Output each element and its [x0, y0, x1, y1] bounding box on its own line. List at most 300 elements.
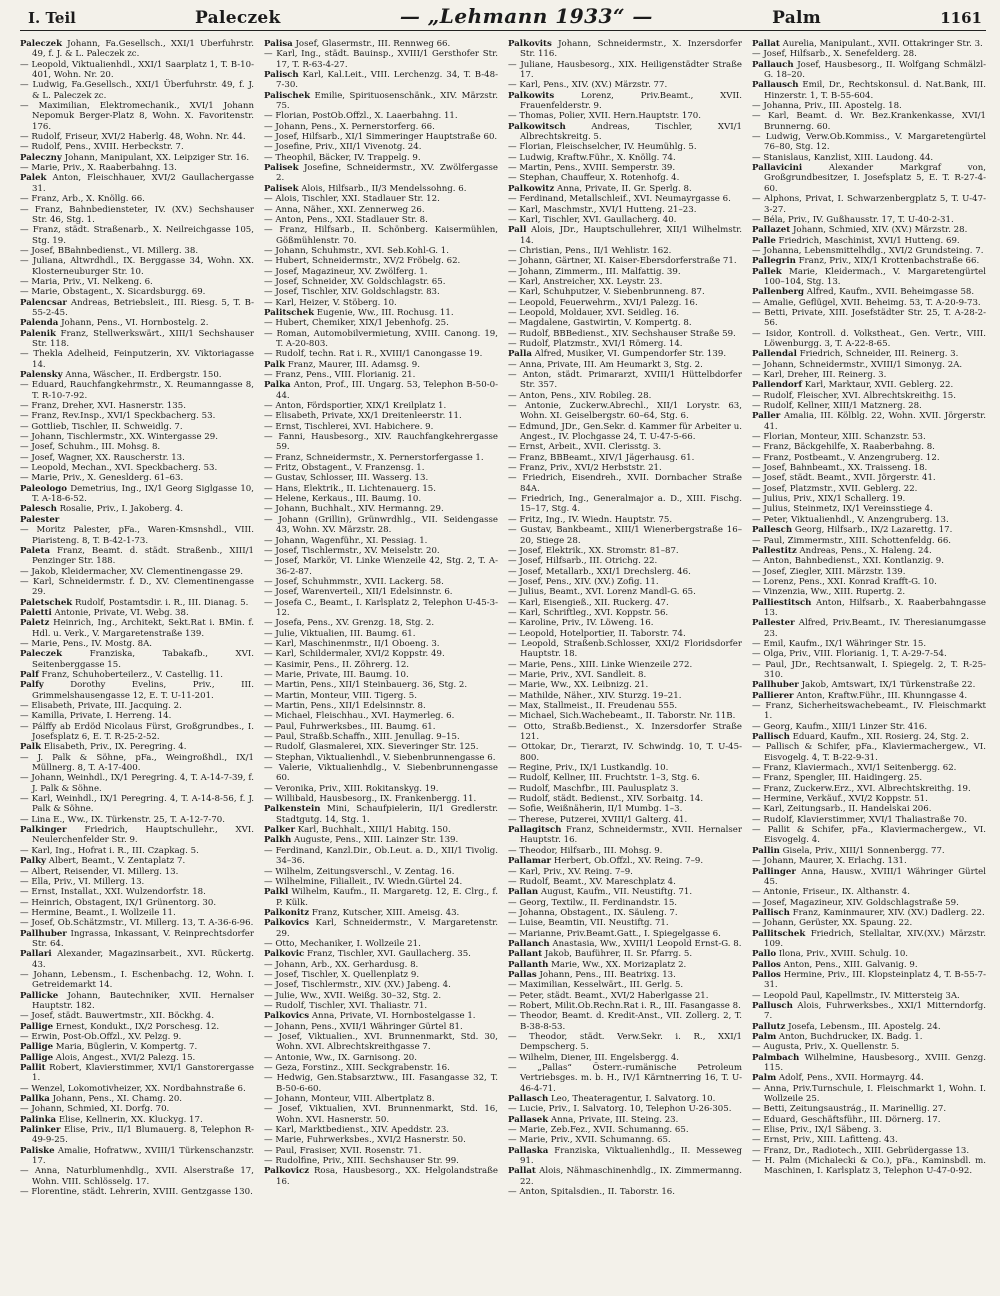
directory-entry	[20, 152, 254, 163]
directory-entry	[264, 1094, 498, 1105]
directory-entry	[264, 545, 498, 556]
entry-details: — Josef, Tischlermstr., XIV. (XV.) Jabeng. 4.	[264, 980, 451, 991]
entry-surname: Pallazet	[752, 225, 791, 236]
entry-details: — Wilhelm, Zeitungsverschl., V. Zentag. 16.	[264, 866, 455, 877]
entry-surname: Palliestitsch	[752, 597, 812, 608]
directory-entry	[752, 576, 986, 587]
entry-details: — Marie, Fuhrwerksbes., XVI/2 Hasnerstr. 50.	[264, 1135, 466, 1146]
entry-details: — Geza, Forstinz., XIII. Seckgrabenstr. 16.	[264, 1063, 450, 1074]
entry-details: — Leopold, Viktualienhdl., XXI/1 Saarplatz 1, T. B-10-401, Wohn. Nr. 20.	[20, 59, 254, 81]
directory-entry	[752, 1156, 986, 1177]
entry-details: — Alois, Tischler, XXI. Stadlauer Str. 12.	[264, 194, 440, 205]
entry-details: — Paul, Straßb.Schaffn., XIII. Jenullag. 9–15.	[264, 732, 460, 743]
directory-entry	[752, 825, 986, 846]
entry-surname: Paletz	[20, 618, 50, 629]
directory-entry	[508, 949, 742, 960]
directory-entry	[264, 752, 498, 763]
entry-details: — Augusta, Priv., X. Quellenstr. 5.	[752, 1042, 900, 1053]
entry-details: — Juliane, Hausbesorg., XIX. Heiligenstädter Straße 17.	[508, 59, 742, 81]
entry-details: Alexander Markgraf von, Großgrundbesitzer, I. Josefsplatz 5, E. T. R-27-4-60.	[764, 163, 986, 194]
directory-entry	[752, 918, 986, 929]
entry-details: Karl, Marktaur, XVII. Geblerg. 22.	[802, 380, 954, 391]
entry-details: — Isidor, Kontroll. d. Volkstheat., Gen. Vertr., VIII. Löwenburgg. 3, T. A-22-8-65.	[752, 328, 986, 349]
entry-surname: Palkenstein	[264, 804, 321, 815]
entry-details: — Theophil, Bäcker, IV. Trappelg. 9.	[264, 152, 421, 163]
entry-details: Anton, Kraftw.Führ., III. Khunngasse 4.	[793, 690, 968, 701]
entry-details: — Rudolf, Tischler, XVI. Thaliastr. 71.	[264, 1000, 428, 1011]
entry-details: — Elisabeth, Private, III. Jacquing. 2.	[20, 701, 182, 711]
directory-entry	[20, 907, 254, 918]
directory-entry	[752, 1114, 986, 1125]
entry-details: Anna, Hausw., XVIII/1 Währinger Gürtel 45.	[764, 866, 986, 887]
directory-entry	[508, 1187, 742, 1198]
entry-details: Franz, Tischler, XVI. Gaullacherg. 35.	[304, 949, 471, 960]
entry-details: — Franz, Postbeamt., V. Anzengruberg. 12.	[752, 452, 940, 463]
entry-surname: Pallin	[752, 845, 780, 856]
entry-surname: Pallek	[752, 266, 782, 277]
entry-details: — Franz, Priv., XVI/2 Herbststr. 21.	[508, 463, 662, 474]
entry-details: Franz, Priv., XIX/1 Krottenbachstraße 66.	[795, 256, 980, 267]
directory-entry	[508, 856, 742, 867]
directory-entry	[752, 49, 986, 60]
entry-details: — Hermine, Beamt., I. Wollzeile 11.	[20, 907, 176, 918]
entry-details: — Josef, Schneider, XV. Goldschlagstr. 65.	[264, 276, 446, 287]
directory-entry	[20, 1187, 254, 1198]
directory-entry	[20, 514, 254, 525]
entry-details: — Rudolf, BBBedienst., XIV. Sechshauser Straße 59.	[508, 328, 736, 339]
directory-entry	[264, 452, 498, 463]
entry-details: Jakob, Amtswart, IX/1 Türkenstraße 22.	[798, 680, 976, 691]
directory-entry	[264, 256, 498, 267]
entry-details: — Johann, Wagenführ., XI. Pessiag. 1.	[264, 535, 428, 546]
entry-details: — Otto, Mechaniker, I. Wollzeile 21.	[264, 938, 421, 949]
directory-entry	[264, 732, 498, 743]
entry-details: — Karl, Weinhdl., IX/1 Peregring. 4, T. A-14-8-56, f. J. Palk & Söhne.	[20, 794, 254, 815]
entry-details: Johann, Pens., XI. Chamg. 20.	[49, 1094, 183, 1105]
directory-entry	[264, 825, 498, 836]
entry-details: Ilona, Priv., XVIII. Schulg. 10.	[776, 949, 909, 960]
entry-details: — Ella, Priv., VI. Millerg. 13.	[20, 876, 145, 887]
directory-entry	[508, 980, 742, 991]
entry-surname: Pallos	[752, 969, 781, 980]
directory-entry	[20, 1125, 254, 1146]
directory-entry	[752, 659, 986, 681]
entry-details: — Ferdinand, Kanzl.Dir., Ob.Leut. a. D., XII/1 Tivolig. 34–36.	[264, 845, 498, 867]
entry-details: — Anna, Private, III. Am Heumarkt 3, Stg. 2.	[508, 359, 703, 370]
entry-details: — Rudolf, Pens., XVIII. Herbeckstr. 7.	[20, 142, 184, 153]
directory-entry	[264, 163, 498, 184]
directory-entry	[264, 907, 498, 918]
entry-details: — Karl, Beamt. d. Wr. Bez.Krankenkasse, XVI/1 Brunnerng. 60.	[752, 111, 986, 132]
entry-details: — Friedrich, Eisendreh., XVII. Dornbacher Straße 84A.	[508, 473, 742, 494]
entry-surname: Paletti	[20, 607, 52, 618]
directory-entry	[264, 421, 498, 432]
entry-details: — Karoline, Priv., IV. Löweng. 16.	[508, 618, 654, 629]
entry-details: — Leopold, Hotelportier, II. Taborstr. 74.	[508, 628, 686, 639]
directory-entry	[752, 39, 986, 49]
directory-entry	[20, 101, 254, 132]
entry-surname: Palka	[264, 380, 291, 391]
directory-entry	[20, 773, 254, 794]
entry-details: — Josef, Bahnbeamt., XX. Traisseng. 18.	[752, 463, 928, 474]
left-keyword: Paleczek	[195, 8, 281, 28]
directory-entry	[20, 680, 254, 701]
entry-surname: Palkl	[264, 887, 289, 898]
entry-surname: Pallant	[508, 949, 543, 960]
entry-surname: Palkowitsch	[508, 121, 566, 132]
entry-details: Aurelia, Manipulant., XVII. Ottakringer Str. 3.	[779, 39, 983, 49]
entry-details: — Stephan, Chauffeur, X. Rotenhofg. 4.	[508, 173, 680, 184]
entry-details: — Anton, städt. Primararzt, XVIII/1 Hüttelbdorfer Str. 357.	[508, 370, 742, 391]
directory-entry	[752, 1032, 986, 1042]
directory-entry	[508, 659, 742, 670]
directory-entry	[264, 680, 498, 691]
directory-entry	[508, 359, 742, 370]
entry-surname: Pallat	[752, 39, 780, 49]
directory-entry	[264, 628, 498, 639]
entry-details: — Stanislaus, Kanzlist, XIII. Laudong. 44.	[752, 152, 934, 163]
directory-entry	[752, 959, 986, 970]
entry-details: — Franz, Bäckgehilfe, X. Raaberbahng. 8.	[752, 442, 935, 453]
directory-entry	[752, 297, 986, 308]
entry-surname: Pallitschek	[752, 928, 806, 939]
directory-entry	[508, 845, 742, 856]
directory-entry	[264, 659, 498, 670]
directory-entry	[508, 1052, 742, 1063]
directory-entry	[752, 101, 986, 112]
entry-details: — Johann, Tischlermstr., XX. Wintergasse 29.	[20, 432, 218, 443]
entry-details: Marie, Kleidermach., V. Margaretengürtel 100–104, Stg. 13.	[764, 266, 986, 287]
directory-entry	[508, 680, 742, 691]
directory-entry	[20, 1104, 254, 1115]
entry-details: — Johann, Schuhmstr., XVI. Seb.Kohl-G. 1.	[264, 245, 449, 256]
directory-entry	[264, 494, 498, 505]
directory-entry	[508, 742, 742, 763]
directory-entry	[264, 287, 498, 298]
directory-entry	[508, 39, 742, 60]
entry-surname: Paleologo	[20, 483, 68, 494]
directory-entry	[508, 266, 742, 277]
entry-details: — Josefa, Pens., XV. Grenzg. 18, Stg. 2.	[264, 618, 435, 629]
directory-entry	[508, 525, 742, 546]
directory-entry	[264, 370, 498, 380]
directory-entry	[264, 949, 498, 960]
directory-entry	[508, 452, 742, 463]
directory-entry	[20, 866, 254, 877]
entry-details: — Leopold, Feuerwehrm., XVI/1 Palezg. 16.	[508, 297, 698, 308]
entry-details: Anna, Private, II. Gr. Sperlg. 8.	[554, 183, 692, 194]
entry-details: Rosa, Hausbesorg., XX. Helgolandstraße 16.	[276, 1166, 498, 1187]
entry-surname: Pallanth	[508, 959, 549, 970]
entry-details: Anton, Hilfsarb., X. Raaberbahngasse 13.	[764, 597, 986, 618]
directory-entry	[508, 959, 742, 970]
directory-entry	[508, 390, 742, 401]
entry-details: — Michael, Fleischhau., XVI. Haymerleg. 6.	[264, 711, 455, 722]
directory-entry	[264, 463, 498, 474]
entry-details: — Hubert, Chemiker, XIX/1 Jebenhofg. 25.	[264, 318, 449, 329]
entry-details: — Alphons, Privat, I. Schwarzenbergplatz 5, T. U-47-3-27.	[752, 194, 986, 215]
entry-surname: Palinka	[20, 1114, 57, 1125]
entry-details: — Josef, Warenverteil., XII/1 Edelsinnstr. 6.	[264, 587, 453, 598]
entry-details: — Betti, Zeitungsaustrág., II. Marinellig. 27.	[752, 1104, 947, 1115]
directory-entry	[264, 587, 498, 598]
entry-details: — Florian, PostOb.Offzl., X. Laaerbahng. 11.	[264, 111, 458, 122]
entry-details: Anastasia, Ww., XVIII/1 Leopold Ernst-G. 8.	[549, 938, 742, 949]
entry-surname: Palkh	[264, 835, 292, 846]
directory-entry	[264, 918, 498, 939]
directory-entry	[752, 1145, 986, 1156]
entry-details: — Veronika, Priv., XIII. Rokitanskyg. 19.	[264, 783, 439, 794]
entry-details: — Johann, Monteur, VIII. Albertplatz 8.	[264, 1094, 435, 1105]
entry-surname: Palensky	[20, 370, 63, 380]
entry-details: Ingrassa, Inkassant, V. Reinprechtsdorfer Str. 64.	[32, 928, 254, 949]
directory-entry	[508, 566, 742, 577]
entry-details: — Marie, Pens., IV. Mostg. 8A.	[20, 638, 153, 649]
entry-details: — Marie, Zeb.Fez., XVII. Schumanng. 65.	[508, 1125, 689, 1136]
entry-details: — Josef, Platzmstr., XVII. Geblerg. 22.	[752, 483, 918, 494]
directory-entry	[752, 225, 986, 236]
directory-entry	[20, 949, 254, 970]
directory-entry	[752, 887, 986, 898]
right-keyword: Palm	[772, 8, 822, 28]
entry-details: Franz, Kutscher, XIII. Ameisg. 43.	[309, 907, 460, 918]
entry-details: Johann, Schmied, XIV. (XV.) Märzstr. 28.	[790, 225, 968, 236]
directory-entry	[508, 90, 742, 112]
entry-details: — Johann, Schneidermstr., XVIII/1 Simonyg. 2A.	[752, 359, 963, 370]
directory-entry	[264, 349, 498, 360]
entry-details: Andreas, Tischler, XVI/1 Albrechtskreitg. 5.	[520, 121, 742, 143]
directory-entry	[264, 225, 498, 246]
directory-entry	[508, 556, 742, 567]
entry-surname: Palisch	[264, 70, 299, 81]
directory-entry	[752, 732, 986, 743]
entry-surname: Palisek	[264, 163, 299, 174]
directory-entry	[508, 245, 742, 256]
directory-entry	[508, 887, 742, 898]
entry-details: Anton, Buchdrucker, IX. Badg. 1.	[776, 1032, 923, 1042]
entry-details: — Anna, Priv.Turnschule, I. Fleischmarkt 1, Wohn. I. Wollzeile 25.	[752, 1083, 986, 1105]
entry-details: — Heinrich, Obstagent, IX/1 Grünentorg. 30.	[20, 897, 217, 908]
entry-details: — Johann, Buchhalt., XIV. Hermanng. 29.	[264, 504, 444, 515]
directory-entry	[508, 163, 742, 174]
entry-details: — Pallisch & Schifer, pFa., Klaviermachergew., VI. Eisvogelg. 4, T. B-22-9-31.	[752, 742, 986, 763]
entry-details: — Josef, Schuhm., III. Mohsg. 8.	[20, 442, 161, 453]
entry-details: — Martin, Pens., XII/1 Edelsinnstr. 8.	[264, 701, 426, 711]
entry-details: — Wenzel, Lokomotivheizer, XX. Nordbahnstraße 6.	[20, 1083, 246, 1094]
entry-surname: Palkovics	[264, 1011, 310, 1022]
entry-details: — „Pallas“ Österr.-rumänische Petroleum Vertriebsges. m. b. H., IV/1 Kärntnerring 16, T. U-46-4-71.	[508, 1063, 742, 1094]
entry-surname: Pallka	[20, 1094, 50, 1105]
entry-details: — Rudolf, Kellner, III. Fruchtstr. 1–3, Stg. 6.	[508, 773, 700, 784]
directory-entry	[20, 856, 254, 867]
entry-details: — Franz, Bahnbediensteter, IV. (XV.) Sechshauser Str. 46, Stg. 1.	[20, 204, 254, 225]
entry-details: — Karl, Tischler, XVI. Gaullacherg. 40.	[508, 214, 677, 225]
entry-details: — Emil, Kaufm., IX/1 Währinger Str. 15.	[752, 638, 927, 649]
entry-details: — Marie, Priv., XVII. Schumanng. 65.	[508, 1135, 671, 1146]
entry-details: Rudolf, Postamtsdir. i. R., III. Dianag. 5.	[72, 597, 249, 608]
column-4	[752, 39, 986, 1291]
directory-entry	[508, 907, 742, 918]
directory-entry	[752, 266, 986, 288]
entry-details: — Ludwig, Fa.Gesellsch., XXI/1 Überfuhrstr. 49, f. J. & L. Paleczek zc.	[20, 80, 254, 101]
entry-details: — Josef, Pens., XIV. (XV.) Zofig. 11.	[508, 576, 659, 587]
directory-entry	[264, 597, 498, 619]
entry-details: — Valerie, Viktualienhdlg., V. Siebenbrunnengasse 60.	[264, 763, 498, 784]
directory-entry	[20, 887, 254, 898]
entry-details: — Josef, Viktualien, XVI. Brunnenmarkt, Std. 16, Wohn. XVI. Hasnerstr. 50.	[264, 1104, 498, 1125]
directory-entry	[752, 111, 986, 132]
directory-entry	[20, 59, 254, 81]
entry-surname: Palkovics	[264, 918, 310, 929]
entry-surname: Palkovits	[508, 39, 552, 49]
entry-details: — Hubert, Schneidermstr., XV/2 Fröbelg. 62.	[264, 256, 461, 267]
entry-details: — Gustav, Schlosser, III. Wasserg. 13.	[264, 473, 429, 484]
directory-entry	[508, 1135, 742, 1146]
entry-details: Wilhelmine, Hausbesorg., XVIII. Genzg. 115.	[764, 1052, 986, 1074]
directory-entry	[752, 390, 986, 401]
directory-columns	[20, 39, 986, 1291]
entry-details: — Anna, Näher., XXI. Zennerweg 26.	[264, 204, 425, 215]
directory-entry	[20, 225, 254, 246]
directory-entry	[20, 421, 254, 432]
directory-entry	[264, 483, 498, 494]
directory-entry	[508, 938, 742, 949]
entry-details: — Leopold, Straßenb.Schlosser, XXI/2 Floridsdorfer Hauptstr. 18.	[508, 638, 742, 660]
entry-details: Eduard, Kaufm., XII. Rosierg. 24, Stg. 2.	[789, 732, 969, 743]
entry-details: Anton, Fleischhauer, XVI/2 Gaullachergasse 31.	[32, 173, 254, 194]
entry-details: — Béla, Priv., IV. Gußhausstr. 17, T. U-40-2-31.	[752, 214, 954, 225]
directory-entry	[20, 794, 254, 815]
directory-entry	[508, 142, 742, 153]
entry-details: — Christian, Pens., II/1 Wehlistr. 162.	[508, 245, 672, 256]
entry-surname: Palla	[508, 349, 532, 360]
directory-entry	[264, 90, 498, 112]
entry-details: — Rudolf, städt. Bedienst., XIV. Sorbaitg. 14.	[508, 794, 704, 805]
directory-entry	[508, 214, 742, 225]
directory-entry	[20, 349, 254, 370]
entry-details: Ernest, Kondukt., IX/2 Porschesg. 12.	[53, 1021, 220, 1032]
directory-entry	[20, 1052, 254, 1063]
entry-surname: Pallat	[508, 1166, 536, 1177]
entry-details: — Leopold, Moldauer, XVI. Seidleg. 16.	[508, 307, 680, 318]
directory-entry	[752, 287, 986, 298]
entry-details: — Karl, Ing., städt. Bauinsp., XVIII/1 Gersthofer Str. 17, T. R-63-4-27.	[264, 49, 498, 70]
directory-entry	[264, 959, 498, 970]
column-2	[264, 39, 498, 1291]
directory-entry	[264, 318, 498, 329]
directory-entry	[264, 411, 498, 422]
directory-entry	[508, 287, 742, 298]
directory-entry	[20, 876, 254, 887]
directory-entry	[508, 307, 742, 318]
directory-entry	[752, 1104, 986, 1115]
entry-surname: Palischek	[264, 90, 311, 101]
entry-surname: Paller	[752, 411, 781, 422]
entry-surname: Pallit	[20, 1063, 46, 1074]
directory-entry	[20, 825, 254, 846]
directory-entry	[264, 690, 498, 701]
directory-entry	[264, 711, 498, 722]
entry-details: — Josef, Tischler, X. Quellenplatz 9.	[264, 969, 420, 980]
entry-surname: Palkowitz	[508, 183, 555, 194]
entry-surname: Palk	[264, 359, 286, 370]
directory-entry	[508, 473, 742, 494]
directory-entry	[264, 1156, 498, 1167]
entry-details: — Karl, Anstreicher, XX. Leystr. 23.	[508, 276, 663, 287]
entry-details: Anna, Private, III. Steing. 23.	[548, 1114, 679, 1125]
entry-details: — Rudolf, techn. Rat i. R., XVIII/1 Canongasse 19.	[264, 349, 483, 360]
directory-entry	[752, 1125, 986, 1136]
entry-details: — Franz, Schneidermstr., X. Pernerstorfergasse 1.	[264, 452, 484, 463]
directory-entry	[264, 1063, 498, 1074]
entry-details: Alfred, Priv.Beamt., IV. Theresianumgasse 23.	[764, 618, 986, 639]
directory-entry	[20, 132, 254, 143]
directory-entry	[264, 380, 498, 401]
entry-details: Alfred, Musiker, VI. Gumpendorfer Str. 139.	[531, 349, 727, 360]
entry-details: Dorothy Evelins, Priv., III. Grimmelshausengasse 12, E. T. U-11-201.	[32, 680, 254, 701]
directory-entry	[20, 245, 254, 256]
directory-entry	[20, 463, 254, 474]
entry-details: Josef, Hausbesorg., II. Wolfgang Schmälzl-G. 18–20.	[764, 59, 986, 81]
directory-entry	[752, 152, 986, 163]
entry-details: — Leopold Paul, Kapellmstr., IV. Mittersteig 3A.	[752, 990, 960, 1001]
entry-details: Elisabeth, Priv., IX. Peregring. 4.	[41, 742, 187, 753]
entry-surname: Palky	[20, 856, 47, 867]
entry-details: — Lorenz, Pens., XXI. Konrad Krafft-G. 10.	[752, 576, 937, 587]
directory-entry	[752, 214, 986, 225]
entry-details: — Karl, Schriftleg., XVI. Koppstr. 56.	[508, 607, 669, 618]
directory-entry	[508, 618, 742, 629]
entry-details: — Rudolf, Beamt., XV. Mareschplatz 4.	[508, 876, 676, 887]
directory-entry	[20, 669, 254, 680]
entry-details: Emil, Dr., Rechtskonsul. d. Nat.Bank, III. Hinzerstr. 1, T. B-55-604.	[764, 80, 986, 101]
entry-details: — Karl, Heizer, V. Stöberg. 10.	[264, 297, 397, 308]
directory-entry	[264, 276, 498, 287]
directory-entry	[20, 721, 254, 743]
entry-details: — Wilhelmine, Filialleit., IV. Wiedn.Gürtel 24.	[264, 876, 463, 887]
entry-surname: Palm	[752, 1073, 777, 1084]
entry-details: — Helene, Kerkaus., III. Baumg. 10.	[264, 494, 422, 505]
entry-details: — Hedwig, Gen.Stabsarztww., III. Fasangasse 32, T. B-50-6-60.	[264, 1073, 498, 1094]
entry-details: — Therese, Putzerei, XVIII/1 Galterg. 41.	[508, 814, 688, 825]
entry-details: Franziska, Viktualienhdlg., II. Messeweg 91.	[520, 1145, 742, 1167]
directory-entry	[508, 690, 742, 701]
entry-details: — Julius, Beamt., XVI. Lorenz Mandl-G. 65.	[508, 587, 696, 598]
entry-surname: Paliske	[20, 1145, 55, 1156]
entry-details: — Pálffy ab Erdöd Nicolaus Fürst, Großgrundbes., I. Josefsplatz 6, E. T. R-25-2-52.	[20, 721, 254, 743]
entry-details: — Wilhelm, Diener, III. Engelsbergg. 4.	[508, 1052, 680, 1063]
entry-details: — Ferdinand, Metallschleif., XVI. Neumayrgasse 6.	[508, 194, 731, 205]
directory-entry	[508, 1063, 742, 1094]
directory-entry	[752, 194, 986, 215]
directory-entry	[264, 432, 498, 453]
directory-entry	[264, 1052, 498, 1063]
directory-entry	[264, 245, 498, 256]
directory-entry	[20, 607, 254, 618]
entry-details: — Florian, Monteur, XIII. Schanzstr. 53.	[752, 432, 926, 443]
directory-entry	[20, 525, 254, 546]
entry-details: — Paul, Frasiser, XVII. Rosenstr. 71.	[264, 1145, 422, 1156]
directory-entry	[752, 969, 986, 991]
directory-entry	[508, 1000, 742, 1011]
entry-details: — Karl, Marktbedienst., XIV. Apeddstr. 23.	[264, 1125, 450, 1136]
entry-surname: Palenik	[20, 328, 56, 339]
directory-entry	[20, 638, 254, 649]
entry-details: — Willibald, Hausbesorg., IX. Frankenbergg. 11.	[264, 794, 477, 805]
entry-details: — Betti, Private, XIII. Josefstädter Str. 25, T. A-28-2-56.	[752, 307, 986, 329]
entry-surname: Palf	[20, 669, 39, 680]
entry-details: — Josef, städt. Bauwertmstr., XII. Böckhg. 4.	[20, 1011, 215, 1022]
